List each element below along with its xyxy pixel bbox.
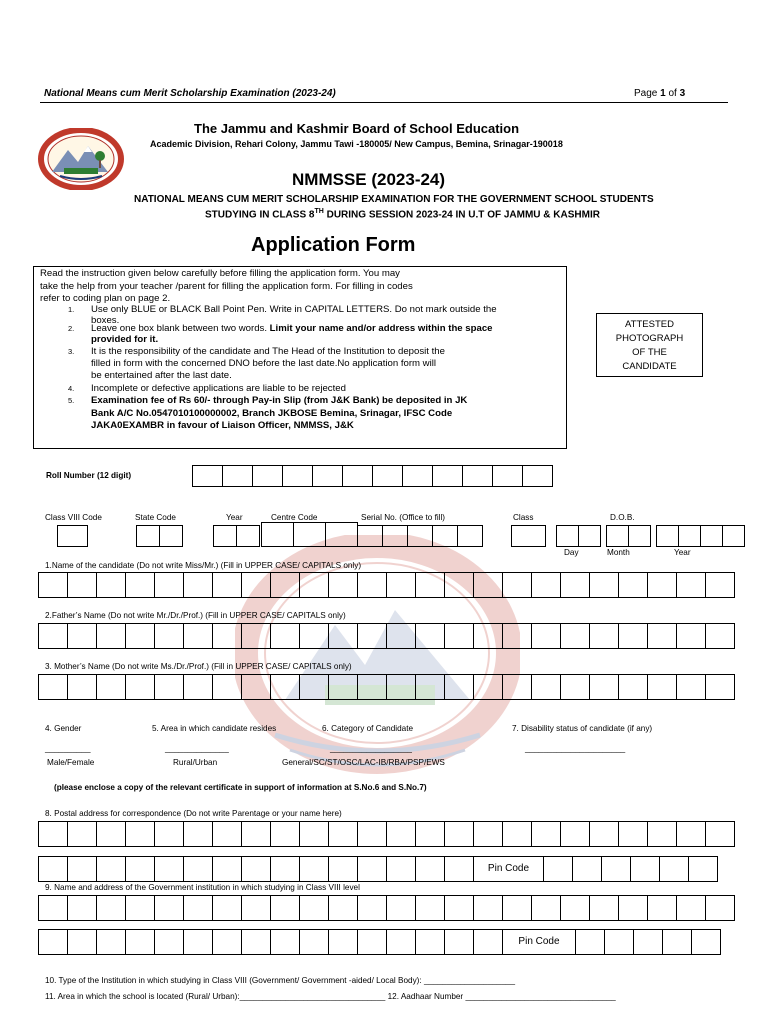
q10-label[interactable]: 10. Type of the Institution in which studying in Class VIII (Government/ Government -aided/ Local Body): ____________________	[45, 976, 516, 985]
char-box[interactable]	[618, 895, 648, 921]
roll-box[interactable]	[522, 465, 553, 487]
char-box[interactable]	[38, 821, 68, 847]
char-box[interactable]	[415, 623, 445, 649]
q5-label: 5. Area in which candidate resides	[152, 724, 277, 733]
father-name-boxes[interactable]	[38, 623, 734, 649]
year-label: Year	[226, 513, 243, 522]
char-box[interactable]	[154, 623, 184, 649]
area-blank[interactable]: ______________	[165, 744, 229, 753]
char-box[interactable]	[560, 821, 590, 847]
class8-code-boxes[interactable]	[57, 525, 87, 547]
char-box[interactable]	[531, 674, 561, 700]
roll-box[interactable]	[312, 465, 343, 487]
gender-blank[interactable]: __________	[45, 744, 91, 753]
char-box[interactable]	[589, 821, 619, 847]
dob-boxes[interactable]	[556, 525, 744, 547]
state-code-label: State Code	[135, 513, 176, 522]
char-box[interactable]	[415, 821, 445, 847]
char-box[interactable]	[38, 895, 68, 921]
dob-month-label: Month	[607, 548, 630, 557]
char-box[interactable]	[560, 895, 590, 921]
char-box[interactable]	[67, 856, 97, 882]
exam-short-title: NMMSSE (2023-24)	[292, 170, 446, 189]
char-box[interactable]	[299, 895, 329, 921]
code-box[interactable]	[325, 522, 358, 547]
char-box[interactable]	[67, 929, 97, 955]
char-box[interactable]	[473, 929, 503, 955]
char-box[interactable]	[125, 674, 155, 700]
pin-code-label: Pin Code	[473, 856, 544, 882]
char-box[interactable]	[502, 821, 532, 847]
char-box[interactable]	[270, 895, 300, 921]
char-box[interactable]	[67, 821, 97, 847]
char-box[interactable]	[241, 572, 271, 598]
char-box[interactable]	[444, 856, 474, 882]
char-box[interactable]	[125, 572, 155, 598]
char-box[interactable]	[647, 674, 677, 700]
char-box[interactable]	[705, 623, 735, 649]
char-box[interactable]	[688, 856, 718, 882]
exam-full-title-line1: NATIONAL MEANS CUM MERIT SCHOLARSHIP EXAMINATION FOR THE GOVERNMENT SCHOOL STUDENTS	[134, 194, 654, 205]
char-box[interactable]	[299, 929, 329, 955]
serial-no-boxes[interactable]	[357, 525, 482, 547]
exam-full-title-line2: STUDYING IN CLASS 8TH DURING SESSION 2023-24 IN U.T OF JAMMU & KASHMIR	[205, 208, 600, 221]
char-box[interactable]	[270, 929, 300, 955]
char-box[interactable]	[183, 929, 213, 955]
char-box[interactable]	[618, 821, 648, 847]
char-box[interactable]	[125, 623, 155, 649]
char-box[interactable]	[676, 572, 706, 598]
q2-label: 2.Father’s Name (Do not write Mr./Dr./Prof.) (Fill in UPPER CASE/ CAPITALS only)	[45, 611, 346, 620]
char-box[interactable]	[154, 674, 184, 700]
char-box[interactable]	[270, 572, 300, 598]
q11-q12-label[interactable]: 11. Area in which the school is located (Rural/ Urban):________________________________ 12. Aadhaar Number _________________________________	[45, 992, 616, 1001]
char-box[interactable]	[589, 623, 619, 649]
char-box[interactable]	[357, 895, 387, 921]
pin-code-label: Pin Code	[502, 929, 576, 955]
certificate-note: (please enclose a copy of the relevant certificate in support of information at S.No.6 and S.No.7)	[54, 783, 427, 792]
char-box[interactable]	[618, 623, 648, 649]
char-box[interactable]	[502, 895, 532, 921]
char-box[interactable]	[560, 572, 590, 598]
char-box[interactable]	[618, 674, 648, 700]
char-box[interactable]	[328, 895, 358, 921]
char-box[interactable]	[241, 623, 271, 649]
disability-blank[interactable]: ______________________	[525, 744, 626, 753]
char-box[interactable]	[125, 929, 155, 955]
postal-address-boxes-2[interactable]	[38, 856, 717, 882]
class-boxes[interactable]	[511, 525, 545, 547]
char-box[interactable]	[386, 623, 416, 649]
postal-address-boxes-1[interactable]	[38, 821, 734, 847]
char-box[interactable]	[299, 623, 329, 649]
char-box[interactable]	[386, 929, 416, 955]
char-box[interactable]	[299, 821, 329, 847]
roll-number-label: Roll Number (12 digit)	[46, 471, 132, 480]
char-box[interactable]	[473, 674, 503, 700]
roll-box[interactable]	[492, 465, 523, 487]
char-box[interactable]	[154, 929, 184, 955]
char-box[interactable]	[502, 572, 532, 598]
category-options: General/SC/ST/OSC/LAC-IB/RBA/PSP/EWS	[282, 758, 445, 767]
roll-box[interactable]	[402, 465, 433, 487]
gender-options: Male/Female	[47, 758, 95, 767]
dob-box[interactable]	[628, 525, 651, 547]
dob-box[interactable]	[656, 525, 679, 547]
dob-box[interactable]	[606, 525, 629, 547]
char-box[interactable]	[575, 929, 605, 955]
char-box[interactable]	[212, 572, 242, 598]
roll-box[interactable]	[462, 465, 493, 487]
roll-box[interactable]	[432, 465, 463, 487]
code-box[interactable]	[511, 525, 546, 547]
char-box[interactable]	[357, 572, 387, 598]
char-box[interactable]	[154, 572, 184, 598]
char-box[interactable]	[444, 821, 474, 847]
char-box[interactable]	[38, 856, 68, 882]
roll-box[interactable]	[222, 465, 253, 487]
dob-box[interactable]	[722, 525, 745, 547]
code-box[interactable]	[57, 525, 88, 547]
char-box[interactable]	[647, 572, 677, 598]
char-box[interactable]	[473, 895, 503, 921]
char-box[interactable]	[96, 895, 126, 921]
char-box[interactable]	[705, 572, 735, 598]
char-box[interactable]	[473, 623, 503, 649]
instructions-intro: Read the instruction given below carefully before filling the application form. You may take the help from your teacher /parent for filling the application form. For filling in codes refer to coding plan on page 2.	[40, 268, 413, 304]
board-logo-icon	[38, 128, 124, 190]
dob-box[interactable]	[700, 525, 723, 547]
char-box[interactable]	[96, 572, 126, 598]
char-box[interactable]	[560, 674, 590, 700]
char-box[interactable]	[154, 856, 184, 882]
q9-label: 9. Name and address of the Government institution in which studying in Class VIII level	[45, 883, 360, 892]
char-box[interactable]	[125, 821, 155, 847]
serial-no-label: Serial No. (Office to fill)	[361, 513, 446, 522]
char-box[interactable]	[357, 821, 387, 847]
char-box[interactable]	[38, 572, 68, 598]
char-box[interactable]	[386, 856, 416, 882]
char-box[interactable]	[444, 929, 474, 955]
institution-address-boxes-2[interactable]	[38, 929, 720, 955]
char-box[interactable]	[212, 623, 242, 649]
board-address: Academic Division, Rehari Colony, Jammu Tawi -180005/ New Campus, Bemina, Srinagar-190018	[150, 139, 563, 149]
char-box[interactable]	[96, 674, 126, 700]
code-box[interactable]	[236, 525, 260, 547]
char-box[interactable]	[444, 572, 474, 598]
roll-box[interactable]	[282, 465, 313, 487]
q6-label: 6. Category of Candidate	[322, 724, 414, 733]
char-box[interactable]	[705, 895, 735, 921]
char-box[interactable]	[415, 856, 445, 882]
code-box[interactable]	[432, 525, 458, 547]
char-box[interactable]	[473, 572, 503, 598]
char-box[interactable]	[96, 623, 126, 649]
char-box[interactable]	[676, 623, 706, 649]
char-box[interactable]	[531, 623, 561, 649]
char-box[interactable]	[502, 674, 532, 700]
char-box[interactable]	[444, 623, 474, 649]
q1-label: 1.Name of the candidate (Do not write Miss/Mr.) (Fill in UPPER CASE/ CAPITALS only)	[45, 561, 362, 570]
char-box[interactable]	[647, 623, 677, 649]
roll-number-boxes[interactable]	[192, 465, 552, 487]
char-box[interactable]	[241, 674, 271, 700]
char-box[interactable]	[212, 821, 242, 847]
char-box[interactable]	[676, 895, 706, 921]
char-box[interactable]	[531, 572, 561, 598]
char-box[interactable]	[572, 856, 602, 882]
q4-label: 4. Gender	[45, 724, 82, 733]
char-box[interactable]	[270, 623, 300, 649]
q3-label: 3. Mother’s Name (Do not write Ms./Dr./Prof.) (Fill in UPPER CASE/ CAPITALS only)	[45, 662, 352, 671]
class8-code-label: Class VIII Code	[45, 513, 102, 522]
class-label: Class	[513, 513, 534, 522]
char-box[interactable]	[647, 895, 677, 921]
char-box[interactable]	[328, 674, 358, 700]
char-box[interactable]	[659, 856, 689, 882]
char-box[interactable]	[212, 895, 242, 921]
char-box[interactable]	[473, 821, 503, 847]
dob-label: D.O.B.	[610, 513, 635, 522]
char-box[interactable]	[270, 856, 300, 882]
char-box[interactable]	[328, 572, 358, 598]
char-box[interactable]	[241, 929, 271, 955]
code-box[interactable]	[407, 525, 433, 547]
roll-box[interactable]	[372, 465, 403, 487]
char-box[interactable]	[415, 674, 445, 700]
dob-box[interactable]	[678, 525, 701, 547]
char-box[interactable]	[96, 821, 126, 847]
dob-box[interactable]	[556, 525, 579, 547]
char-box[interactable]	[154, 895, 184, 921]
char-box[interactable]	[67, 572, 97, 598]
char-box[interactable]	[38, 623, 68, 649]
char-box[interactable]	[357, 623, 387, 649]
char-box[interactable]	[183, 623, 213, 649]
header-rule	[40, 102, 728, 103]
roll-box[interactable]	[342, 465, 373, 487]
char-box[interactable]	[589, 895, 619, 921]
centre-code-boxes[interactable]	[261, 522, 357, 547]
char-box[interactable]	[386, 895, 416, 921]
char-box[interactable]	[502, 623, 532, 649]
char-box[interactable]	[67, 623, 97, 649]
char-box[interactable]	[705, 821, 735, 847]
char-box[interactable]	[630, 856, 660, 882]
page-indicator: Page 1 of 3	[634, 88, 686, 99]
code-box[interactable]	[357, 525, 383, 547]
char-box[interactable]	[38, 674, 68, 700]
char-box[interactable]	[531, 821, 561, 847]
roll-box[interactable]	[252, 465, 283, 487]
char-box[interactable]	[328, 623, 358, 649]
char-box[interactable]	[531, 895, 561, 921]
institution-address-boxes-1[interactable]	[38, 895, 734, 921]
char-box[interactable]	[601, 856, 631, 882]
char-box[interactable]	[415, 895, 445, 921]
char-box[interactable]	[183, 572, 213, 598]
char-box[interactable]	[67, 674, 97, 700]
char-box[interactable]	[357, 929, 387, 955]
q7-label: 7. Disability status of candidate (if any)	[512, 724, 653, 733]
char-box[interactable]	[125, 856, 155, 882]
char-box[interactable]	[386, 572, 416, 598]
state-code-boxes[interactable]	[136, 525, 182, 547]
char-box[interactable]	[633, 929, 663, 955]
roll-box[interactable]	[192, 465, 223, 487]
form-title: Application Form	[251, 234, 416, 256]
char-box[interactable]	[241, 895, 271, 921]
char-box[interactable]	[328, 856, 358, 882]
char-box[interactable]	[183, 821, 213, 847]
char-box[interactable]	[705, 674, 735, 700]
code-box[interactable]	[382, 525, 408, 547]
code-box[interactable]	[159, 525, 183, 547]
char-box[interactable]	[299, 856, 329, 882]
char-box[interactable]	[604, 929, 634, 955]
char-box[interactable]	[444, 674, 474, 700]
char-box[interactable]	[589, 674, 619, 700]
char-box[interactable]	[183, 856, 213, 882]
char-box[interactable]	[212, 856, 242, 882]
char-box[interactable]	[543, 856, 573, 882]
char-box[interactable]	[444, 895, 474, 921]
char-box[interactable]	[386, 821, 416, 847]
centre-code-label: Centre Code	[271, 513, 318, 522]
dob-year-label: Year	[674, 548, 691, 557]
char-box[interactable]	[241, 856, 271, 882]
char-box[interactable]	[676, 674, 706, 700]
code-box[interactable]	[261, 522, 294, 547]
dob-box[interactable]	[578, 525, 601, 547]
char-box[interactable]	[415, 572, 445, 598]
char-box[interactable]	[357, 856, 387, 882]
char-box[interactable]	[328, 929, 358, 955]
char-box[interactable]	[299, 572, 329, 598]
running-title: National Means cum Merit Scholarship Examination (2023-24)	[44, 88, 336, 99]
mother-name-boxes[interactable]	[38, 674, 734, 700]
char-box[interactable]	[299, 674, 329, 700]
char-box[interactable]	[618, 572, 648, 598]
char-box[interactable]	[67, 895, 97, 921]
char-box[interactable]	[154, 821, 184, 847]
dob-day-label: Day	[564, 548, 579, 557]
code-box[interactable]	[293, 522, 326, 547]
char-box[interactable]	[691, 929, 721, 955]
char-box[interactable]	[270, 821, 300, 847]
char-box[interactable]	[560, 623, 590, 649]
char-box[interactable]	[328, 821, 358, 847]
category-blank[interactable]: __________________	[330, 744, 412, 753]
char-box[interactable]	[589, 572, 619, 598]
char-box[interactable]	[270, 674, 300, 700]
q8-label: 8. Postal address for correspondence (Do not write Parentage or your name here)	[45, 809, 342, 818]
char-box[interactable]	[96, 929, 126, 955]
char-box[interactable]	[183, 895, 213, 921]
photo-box: ATTESTED PHOTOGRAPH OF THE CANDIDATE	[596, 313, 703, 377]
char-box[interactable]	[125, 895, 155, 921]
char-box[interactable]	[415, 929, 445, 955]
candidate-name-boxes[interactable]	[38, 572, 734, 598]
char-box[interactable]	[386, 674, 416, 700]
code-box[interactable]	[136, 525, 160, 547]
char-box[interactable]	[96, 856, 126, 882]
board-name: The Jammu and Kashmir Board of School Education	[194, 121, 520, 136]
area-options: Rural/Urban	[173, 758, 218, 767]
char-box[interactable]	[647, 821, 677, 847]
char-box[interactable]	[212, 674, 242, 700]
char-box[interactable]	[38, 929, 68, 955]
char-box[interactable]	[183, 674, 213, 700]
code-box[interactable]	[457, 525, 483, 547]
char-box[interactable]	[241, 821, 271, 847]
code-box[interactable]	[213, 525, 237, 547]
year-boxes[interactable]	[213, 525, 259, 547]
char-box[interactable]	[676, 821, 706, 847]
char-box[interactable]	[357, 674, 387, 700]
char-box[interactable]	[212, 929, 242, 955]
char-box[interactable]	[662, 929, 692, 955]
